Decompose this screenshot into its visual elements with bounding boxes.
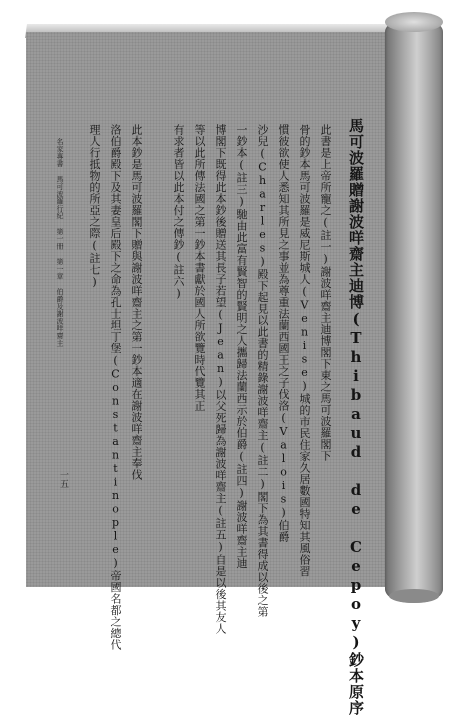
page-number: 一五 <box>58 470 68 488</box>
scroll-roll <box>385 18 443 603</box>
text-column: 此本鈔是馬可波羅閣下贈與謝波咩齋主之第一鈔本適在謝波咩齋主奉伐 <box>130 124 143 481</box>
text-column: 骨的鈔本馬可波羅是威尼斯城人(Venise)城的市民住家久居數國特知其風俗習 <box>298 124 311 577</box>
text-column: 洛伯爵殿下及其妻皇后殿下之命為孔士坦丁堡(Constantinople)帝國名都之總代 <box>109 124 122 651</box>
text-column: 理人行抵物的所亞之際(註七) <box>88 124 101 289</box>
text-column: 等以此所傳法國之第一鈔本書獻於國人所欲覽時代覽其正 <box>193 124 206 412</box>
text-column: 博閣下既得此本鈔後贈送其長子若望(Jean)以父死歸為謝波咩齋主(註五)自是以後其友人 <box>214 124 227 635</box>
text-column: 此書是上帝所寵之(註一)謝波咩齋主迪博閣下東之馬可波羅閣下 <box>319 124 332 462</box>
text-column: 有求者皆以此本付之傳鈔(註六) <box>172 124 185 301</box>
text-column: 慣彼欲使人悉知其所見之事並為尊重法蘭西國王之子伐洛(Valois)伯爵 <box>277 124 290 543</box>
document-title: 馬可波羅贈謝波咩齋主迪博(Thibaud de Cepoy)鈔本原序 <box>347 118 365 716</box>
scroll-roll-top <box>385 12 443 32</box>
scroll-sheet <box>26 32 398 716</box>
text-column: 一鈔本(註三)馳由此富有賢智的賢明之人攜歸法蘭西示於伯爵(註四)謝波咩齋主迪 <box>235 124 248 569</box>
text-column: 沙兒(Charles)殿下起見以此書的精錄謝波咩齋主(註二)閣下為其書得成以後之第 <box>256 124 269 618</box>
footnote-column: 名家專書 馬可波羅行紀 第一冊 第一章 伯爵及謝波咩齋主 <box>56 138 64 347</box>
scroll-roll-bottom <box>389 589 439 603</box>
